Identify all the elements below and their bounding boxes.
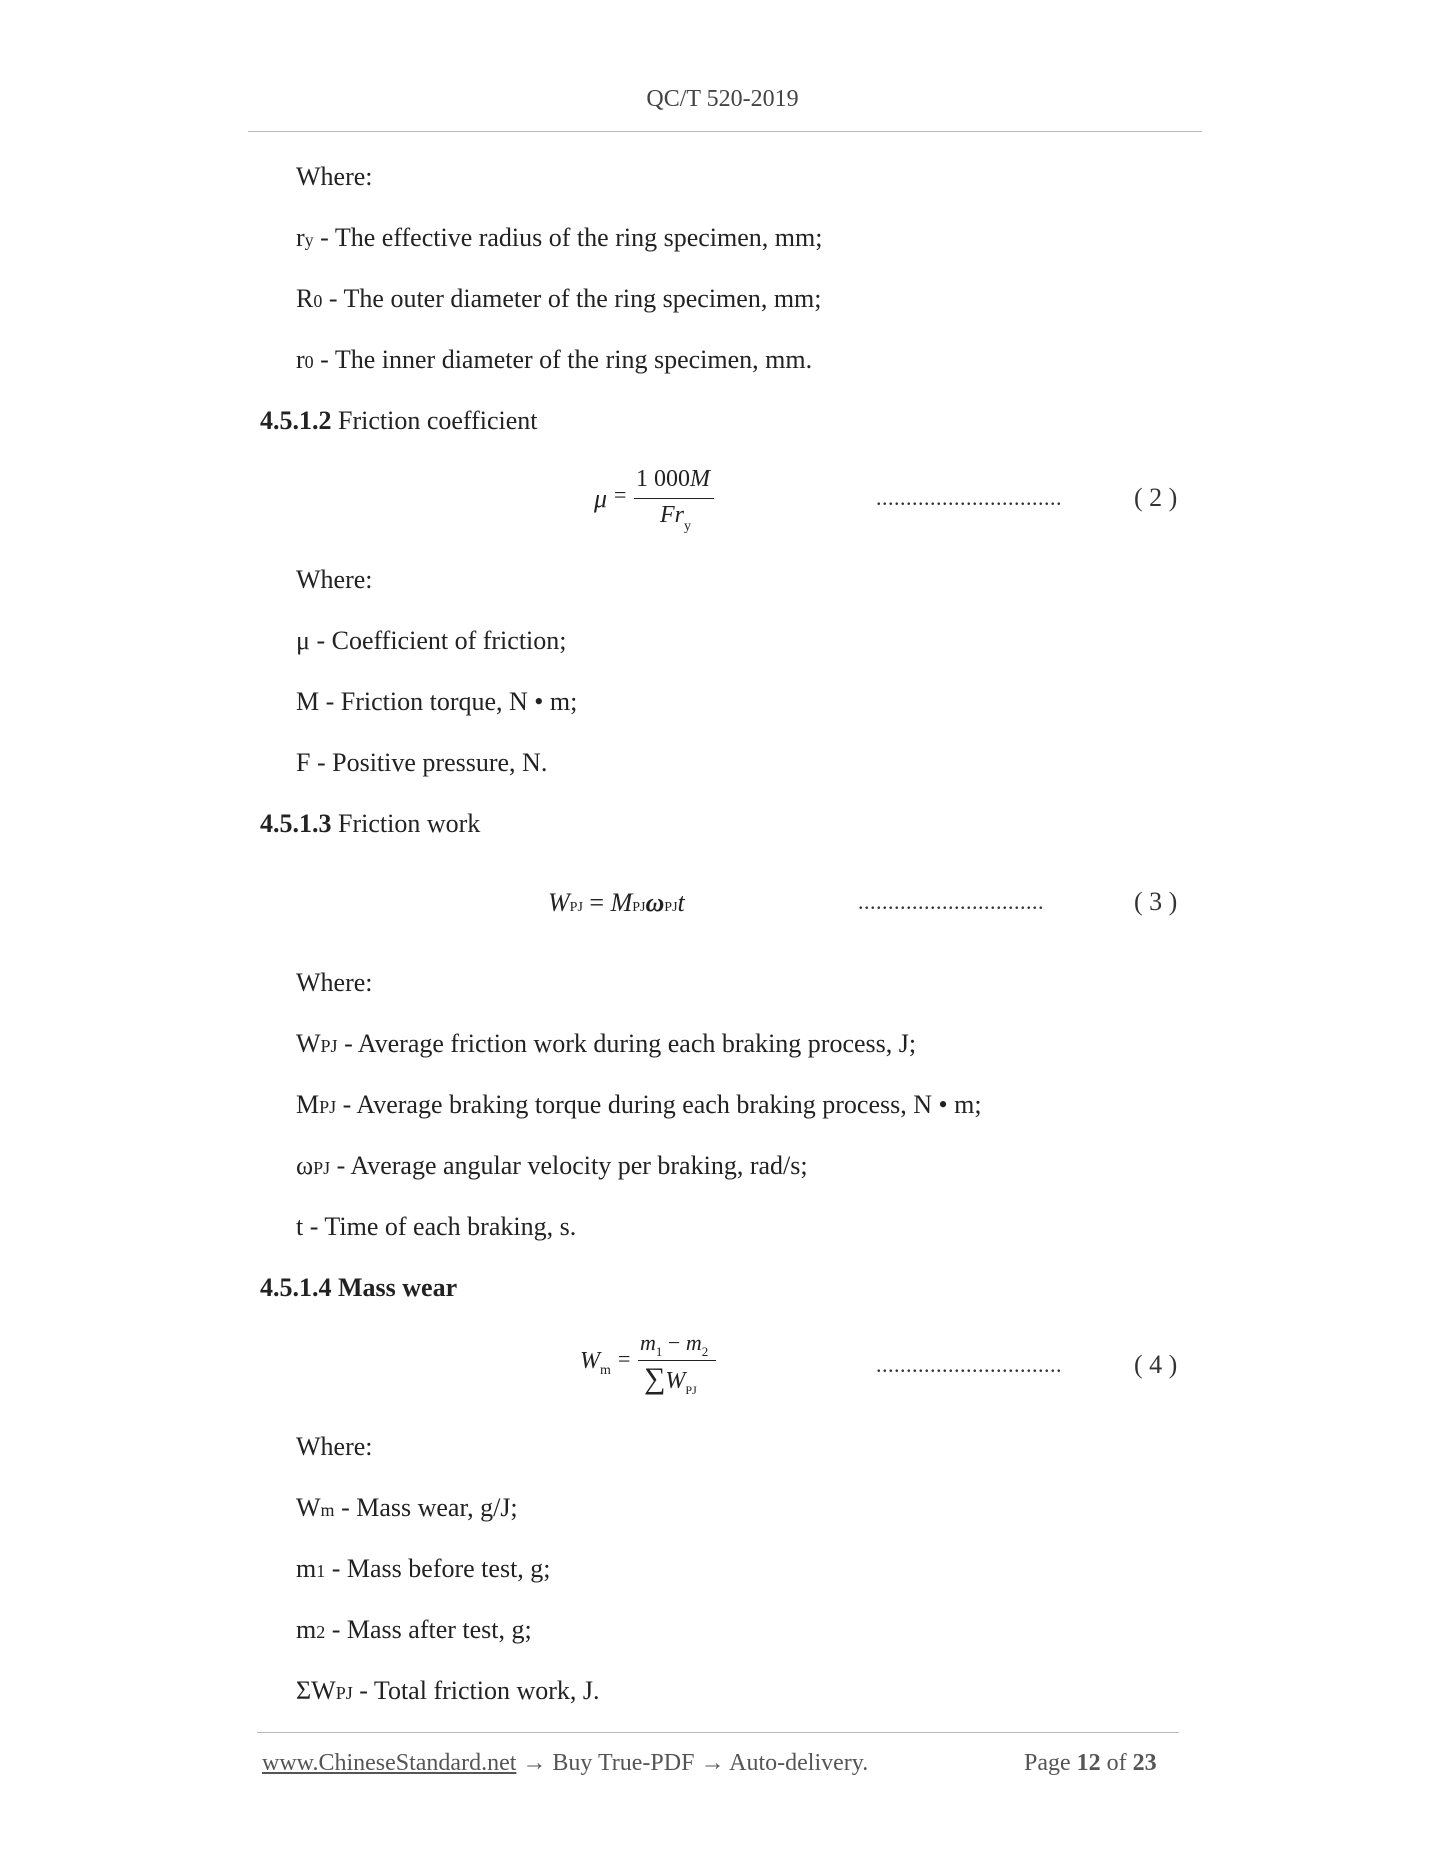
formula-lhs: μ (594, 484, 608, 513)
formula-denominator: $\sum W_{PJ}$ (644, 1362, 697, 1397)
footer-rule (257, 1732, 1179, 1733)
formula-denominator: $Fr_y$ (660, 502, 691, 534)
definition-item: r0 - The inner diameter of the ring specimen, mm. (296, 345, 813, 374)
equation-number: ( 3 ) (1134, 887, 1178, 916)
formula-equals: = (614, 482, 627, 507)
formula-friction-work: WPJ = MPJωPJt (548, 888, 685, 917)
formula-equals: = (618, 1346, 631, 1371)
total-pages: 23 (1132, 1750, 1157, 1776)
footer-promo: www.ChineseStandard.net → Buy True-PDF → Auto-delivery. (262, 1750, 869, 1776)
formula-numerator: 1 000M (636, 466, 710, 492)
formula-lhs: $W_m$ (580, 1348, 611, 1378)
definition-item: MPJ - Average braking torque during each braking process, N • m; (296, 1090, 982, 1119)
current-page-number: 12 (1076, 1750, 1101, 1776)
definition-item: F - Positive pressure, N. (296, 748, 548, 777)
website-link[interactable]: www.ChineseStandard.net (262, 1750, 517, 1776)
fraction-bar (638, 1360, 716, 1361)
where-label: Where: (296, 162, 373, 191)
definition-item: R0 - The outer diameter of the ring specimen, mm; (296, 284, 822, 313)
definition-item: m1 - Mass before test, g; (296, 1554, 551, 1583)
definition-item: ωPJ - Average angular velocity per braking, rad/s; (296, 1151, 808, 1180)
section-heading: 4.5.1.3 Friction work (260, 809, 481, 838)
equation-leader-dots: ............................... (876, 1352, 1062, 1377)
definition-item: M - Friction torque, N • m; (296, 687, 578, 716)
equation-leader-dots: ............................... (858, 889, 1044, 914)
definition-item: ΣWPJ - Total friction work, J. (296, 1676, 600, 1705)
equation-leader-dots: ............................... (876, 485, 1062, 510)
definition-item: μ - Coefficient of friction; (296, 626, 567, 655)
definition-item: WPJ - Average friction work during each braking process, J; (296, 1029, 917, 1058)
formula-numerator: $m_1 - m_2$ (640, 1330, 709, 1359)
where-label: Where: (296, 968, 373, 997)
definition-item: t - Time of each braking, s. (296, 1212, 577, 1241)
definition-item: Wm - Mass wear, g/J; (296, 1493, 518, 1522)
section-heading: 4.5.1.4 Mass wear (260, 1273, 458, 1302)
header-rule (248, 131, 1202, 132)
page-indicator: Page 12 of 23 (1024, 1750, 1157, 1776)
where-label: Where: (296, 1432, 373, 1461)
section-heading: 4.5.1.2 Friction coefficient (260, 406, 538, 435)
document-code-header: QC/T 520-2019 (646, 86, 799, 112)
where-label: Where: (296, 565, 373, 594)
buy-pdf-text: Buy True-PDF (552, 1750, 695, 1776)
equation-number: ( 2 ) (1134, 483, 1178, 512)
definition-item: m2 - Mass after test, g; (296, 1615, 532, 1644)
equation-number: ( 4 ) (1134, 1350, 1178, 1379)
fraction-bar (634, 498, 714, 499)
definition-item: ry - The effective radius of the ring specimen, mm; (296, 223, 823, 252)
